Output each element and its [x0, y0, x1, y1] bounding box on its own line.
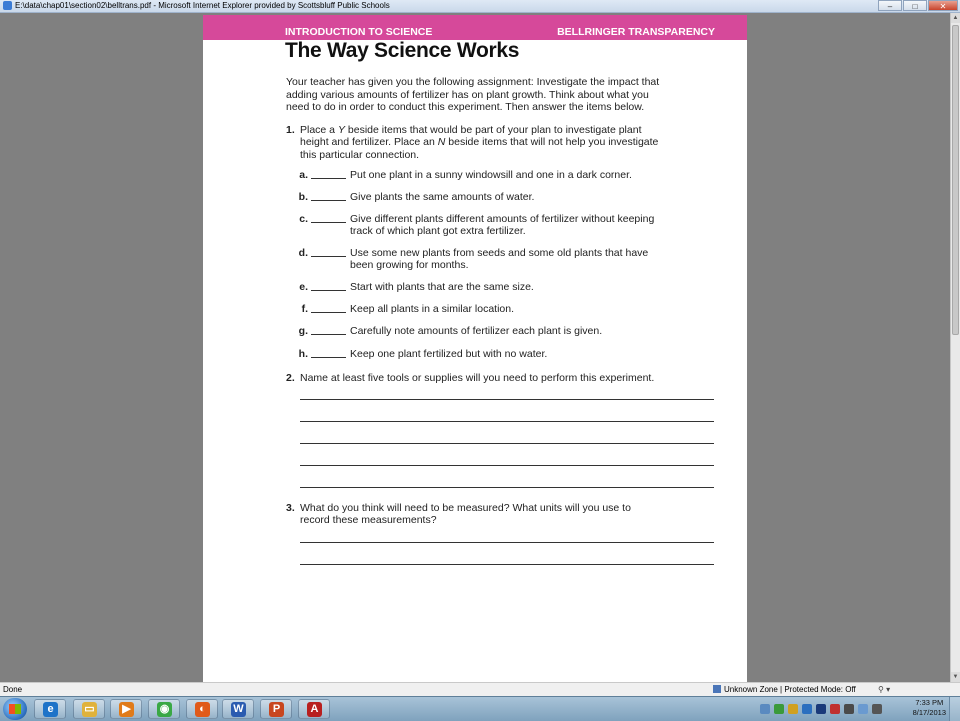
ie-app-icon	[3, 1, 12, 10]
close-button[interactable]: ✕	[928, 0, 958, 11]
window-controls	[878, 0, 958, 12]
window-titlebar	[0, 0, 960, 13]
tray-icon[interactable]	[788, 704, 798, 714]
taskbar-word-button[interactable]	[222, 699, 254, 719]
tray-icon[interactable]	[858, 704, 868, 714]
item-letter: b.	[298, 191, 308, 203]
clock[interactable]	[913, 698, 946, 718]
answer-blank	[311, 334, 346, 335]
system-tray	[760, 701, 882, 717]
scroll-up-arrow-icon[interactable]: ▲	[952, 15, 959, 21]
tray-icon[interactable]	[774, 704, 784, 714]
item-letter: h.	[298, 348, 308, 360]
pdf-page	[203, 15, 747, 682]
zoom-control[interactable]: ⚲ ▾	[878, 685, 891, 694]
tray-icon[interactable]	[844, 704, 854, 714]
globe-icon	[713, 685, 721, 693]
item-text: Give plants the same amounts of water.	[350, 191, 535, 203]
chrome-icon: ◉	[157, 702, 172, 717]
security-zone[interactable]	[713, 683, 856, 697]
answer-blank	[311, 222, 346, 223]
answer-blank	[311, 178, 346, 179]
answer-blank	[311, 357, 346, 358]
item-letter: d.	[298, 247, 308, 259]
answer-line	[300, 542, 714, 543]
question-number: 1.	[286, 124, 295, 136]
question-text: Place a Y beside items that would be part of your plan to investigate plant height and fertilizer. Place an N beside items that will not help you investigate this particular connection.	[300, 124, 659, 161]
status-text: Done	[3, 685, 23, 694]
item-letter: c.	[299, 213, 308, 225]
answer-line	[300, 443, 714, 444]
item-letter: g.	[298, 325, 308, 337]
question-number: 2.	[286, 372, 295, 384]
item-letter: a.	[299, 169, 308, 181]
taskbar	[0, 696, 960, 721]
answer-line	[300, 399, 714, 400]
scroll-down-arrow-icon[interactable]: ▼	[952, 674, 959, 680]
tray-icon[interactable]	[816, 704, 826, 714]
band-right-label: BELLRINGER TRANSPARENCY	[557, 26, 715, 38]
answer-line	[300, 421, 714, 422]
taskbar-firefox-button[interactable]	[186, 699, 218, 719]
tray-icon[interactable]	[830, 704, 840, 714]
word-icon: W	[231, 702, 246, 717]
media-player-icon: ▶	[119, 702, 134, 717]
question-2	[203, 372, 747, 386]
item-text: Use some new plants from seeds and some old plants that have been growing for months.	[350, 247, 649, 272]
tray-icon[interactable]	[802, 704, 812, 714]
taskbar-powerpoint-button[interactable]	[260, 699, 292, 719]
item-text: Start with plants that are the same size.	[350, 281, 534, 293]
answer-blank	[311, 312, 346, 313]
firefox-icon: ◐	[195, 702, 210, 717]
answer-line	[300, 564, 714, 565]
minimize-button[interactable]: –	[878, 0, 902, 11]
show-desktop-button[interactable]	[949, 697, 960, 721]
band-left-label: INTRODUCTION TO SCIENCE	[285, 26, 433, 38]
question-1	[203, 124, 747, 164]
taskbar-internet-explorer-button[interactable]	[34, 699, 66, 719]
vertical-scrollbar[interactable]	[950, 13, 960, 682]
maximize-button[interactable]: □	[903, 0, 927, 11]
volume-icon[interactable]	[872, 704, 882, 714]
answer-line	[300, 487, 714, 488]
item-text: Keep one plant fertilized but with no water.	[350, 348, 548, 360]
intro-paragraph: Your teacher has given you the following assignment: Investigate the impact that adding various amounts of fertilizer has on plant growth. Think about what you need to do in order to conduct this experiment. Then answer the items below.	[286, 76, 660, 114]
item-letter: e.	[299, 281, 308, 293]
question-number: 3.	[286, 502, 295, 514]
tray-icon[interactable]	[760, 704, 770, 714]
item-text: Keep all plants in a similar location.	[350, 303, 515, 315]
zone-label: Unknown Zone | Protected Mode: Off	[724, 685, 856, 694]
answer-blank	[311, 290, 346, 291]
answer-blank	[311, 200, 346, 201]
scroll-thumb[interactable]	[952, 25, 959, 335]
window-title: E:\data\chap01\section02\belltrans.pdf - Microsoft Internet Explorer provided by Scottsbluff Public Schools	[15, 1, 390, 10]
answer-blank	[311, 256, 346, 257]
powerpoint-icon: P	[269, 702, 284, 717]
taskbar-chrome-button[interactable]	[148, 699, 180, 719]
item-text: Put one plant in a sunny windowsill and one in a dark corner.	[350, 169, 632, 181]
question-text: Name at least five tools or supplies will you need to perform this experiment.	[300, 372, 655, 384]
header-band	[203, 15, 747, 40]
taskbar-media-player-button[interactable]	[110, 699, 142, 719]
folder-icon: ▭	[82, 702, 97, 717]
page-title: The Way Science Works	[285, 39, 520, 62]
question-text: What do you think will need to be measured? What units will you use to record these measurements?	[300, 502, 631, 527]
start-button[interactable]	[3, 698, 27, 720]
question-3	[203, 502, 747, 530]
status-bar	[0, 682, 960, 697]
clock-time: 7:33 PM	[915, 698, 944, 707]
item-text: Carefully note amounts of fertilizer each plant is given.	[350, 325, 603, 337]
item-text: Give different plants different amounts of fertilizer without keeping track of which plant got extra fertilizer.	[350, 213, 655, 238]
acrobat-icon: A	[307, 702, 322, 717]
windows-logo-icon	[9, 704, 21, 714]
clock-date: 8/17/2013	[912, 708, 946, 717]
item-letter: f.	[301, 303, 308, 315]
internet-explorer-icon: e	[43, 702, 58, 717]
answer-line	[300, 465, 714, 466]
taskbar-folder-button[interactable]	[73, 699, 105, 719]
taskbar-acrobat-button[interactable]	[298, 699, 330, 719]
